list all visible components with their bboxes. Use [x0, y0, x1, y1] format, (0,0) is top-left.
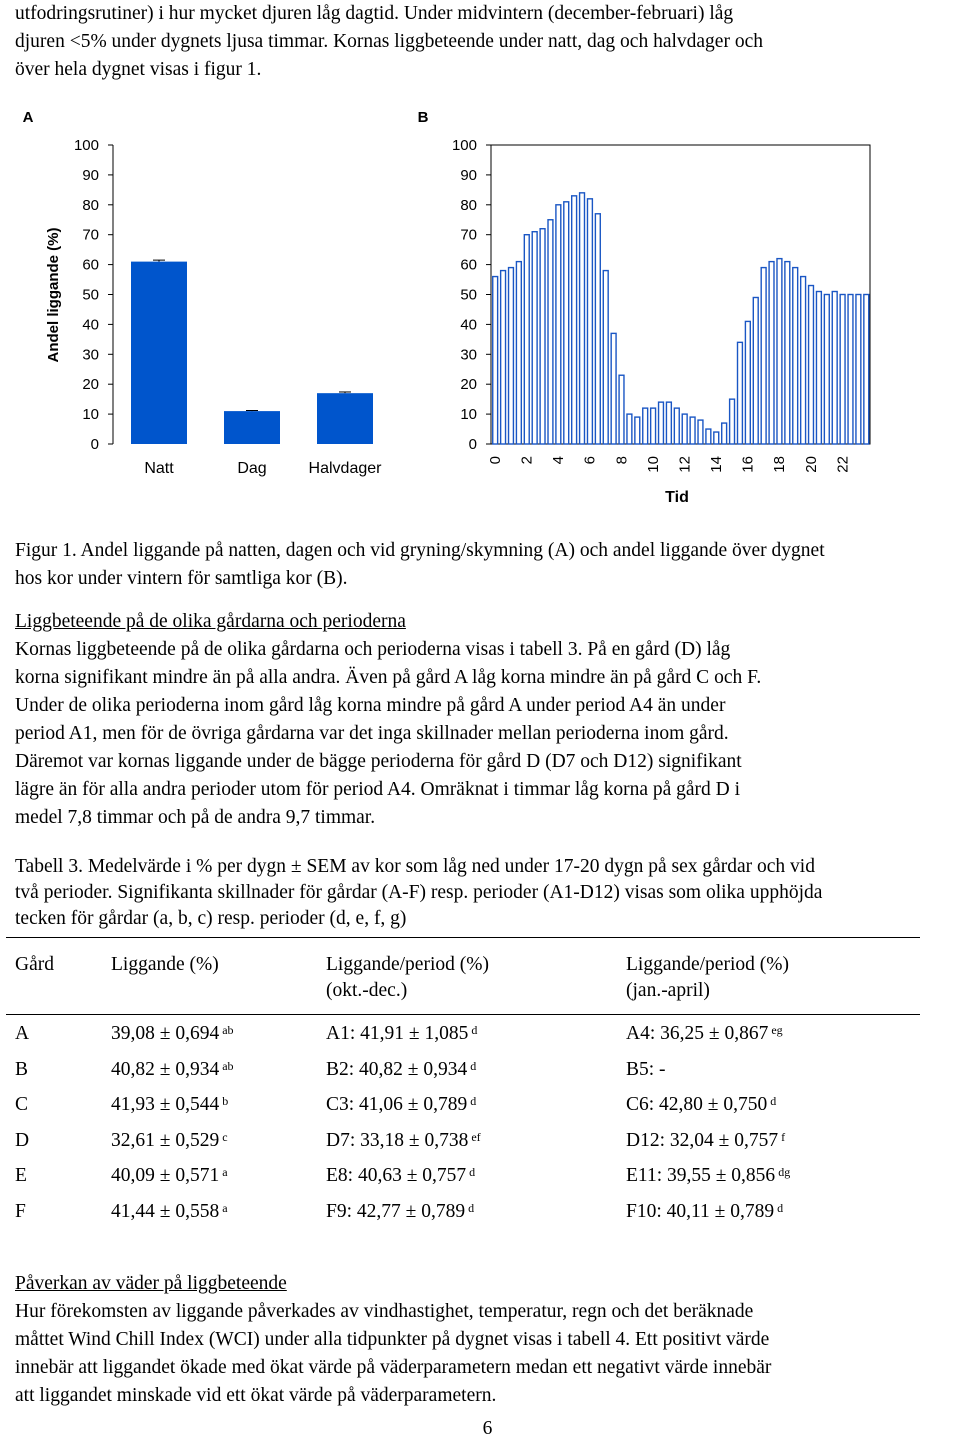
significance-superscript: a: [222, 1165, 228, 1179]
header-period-2: [626, 938, 920, 1004]
section-line: innebär att liggandet ökade med ökat värde på väderparametern medan ett negativt värde innebär: [15, 1357, 772, 1378]
header-liggande: Liggande (%): [111, 954, 219, 975]
cell-gard: [6, 1057, 111, 1093]
section-line: Hur förekomsten av liggande påverkades av vindhastighet, temperatur, regn och det beräknade: [15, 1301, 754, 1322]
chart-b-y-tick-label: 100: [451, 137, 477, 154]
chart-b-bar: [809, 286, 814, 444]
chart-a-y-tick-label: 60: [82, 256, 99, 274]
chart-b-bar: [501, 271, 506, 444]
significance-superscript: a: [222, 1200, 228, 1215]
chart-b-bar: [690, 417, 695, 444]
significance-superscript: d: [777, 1200, 784, 1215]
cell-gard: [6, 1092, 111, 1128]
cell-period-2: [626, 1092, 920, 1128]
chart-b-bar: [532, 232, 537, 444]
significance-superscript: c: [222, 1129, 228, 1144]
chart-a: [23, 109, 383, 477]
table-caption-line: två perioder. Signifikanta skillnader för gårdar (A-F) resp. perioder (A1-D12) visas som olika upphöjda: [15, 882, 823, 903]
significance-superscript: ab: [222, 1023, 234, 1037]
cell-liggande-value: 39,08 ± 0,694: [111, 1023, 220, 1044]
table-body: [6, 1021, 920, 1234]
cell-liggande: [111, 1057, 326, 1093]
section-line: Under de olika perioderna inom gård låg korna mindre på gård A under period A4 än under: [15, 695, 726, 716]
chart-b-y-tick-label: 80: [460, 196, 477, 214]
chart-b-bar: [824, 295, 829, 445]
cell-period-2: [626, 1163, 920, 1199]
cell-gard: [6, 1199, 111, 1235]
cell-liggande: [111, 1021, 326, 1057]
header-period-1-range: (okt.-dec.): [326, 980, 408, 1001]
table-row: [6, 1021, 920, 1057]
chart-a-category-label: Dag: [237, 460, 267, 477]
chart-b-bar: [801, 277, 806, 444]
cell-period-2: [626, 1128, 920, 1164]
chart-b-x-tick-label: 12: [676, 456, 694, 473]
chart-b-bar: [509, 268, 514, 444]
cell-liggande-value: 41,44 ± 0,558: [111, 1200, 220, 1222]
chart-a-y-tick-label: 10: [82, 406, 99, 424]
cell-gard-value: B: [15, 1058, 29, 1080]
chart-a-bar: [131, 262, 187, 444]
cell-period-1-value: E8: 40,63 ± 0,757: [326, 1165, 467, 1186]
chart-b-bar: [856, 295, 861, 445]
table-row: [6, 1092, 920, 1128]
cell-liggande-value: 41,93 ± 0,544: [111, 1094, 220, 1115]
cell-period-1: [326, 1092, 626, 1128]
chart-b-x-tick-label: 22: [834, 456, 852, 473]
section-line: Kornas liggbeteende på de olika gårdarna och perioderna visas i tabell 3. På en gård (D) låg: [15, 639, 731, 660]
chart-b-bar: [666, 402, 671, 444]
table-row: [6, 1199, 920, 1235]
chart-b-bar: [840, 295, 845, 445]
chart-a-y-tick-label: 40: [82, 316, 99, 334]
chart-b-x-tick-label: 4: [550, 456, 568, 465]
significance-superscript: d: [470, 1094, 477, 1108]
chart-b-y-tick-label: 70: [460, 226, 477, 244]
intro-paragraph: [15, 0, 950, 84]
chart-b-bar: [635, 417, 640, 444]
chart-b-y-tick-label: 60: [460, 256, 477, 274]
significance-superscript: d: [471, 1023, 478, 1037]
chart-b-bar: [722, 423, 727, 444]
cell-gard: [6, 1128, 111, 1164]
section-line: korna signifikant mindre än på alla andra. Även på gård A låg korna mindre än på gård C och F.: [15, 667, 762, 688]
chart-b-y-tick-label: 90: [460, 166, 477, 184]
table-row: [6, 1057, 920, 1093]
cell-liggande: [111, 1128, 326, 1164]
cell-period-2-value: D12: 32,04 ± 0,757: [626, 1129, 779, 1151]
chart-a-y-tick-label: 50: [82, 286, 99, 304]
cell-liggande: [111, 1199, 326, 1235]
cell-period-2-value: F10: 40,11 ± 0,789: [626, 1200, 775, 1222]
chart-b-x-tick-label: 10: [644, 456, 662, 473]
chart-a-y-tick-label: 100: [73, 137, 99, 154]
cell-gard-value: E: [15, 1165, 27, 1186]
chart-b-bar: [769, 262, 774, 444]
chart-b-bar: [793, 268, 798, 444]
cell-period-1-value: C3: 41,06 ± 0,789: [326, 1094, 468, 1115]
intro-line: djuren <5% under dygnets ljusa timmar. Kornas liggbeteende under natt, dag och halvdager och: [15, 31, 763, 52]
cell-period-2: [626, 1199, 920, 1235]
chart-b-x-tick-label: 18: [771, 456, 789, 473]
chart-a-y-tick-label: 0: [90, 436, 99, 453]
chart-b-bar: [651, 408, 656, 444]
chart-a-y-axis-label: Andel liggande (%): [45, 227, 62, 363]
cell-period-1-value: B2: 40,82 ± 0,934: [326, 1058, 468, 1080]
significance-superscript: ef: [471, 1129, 481, 1144]
chart-b-x-tick-label: 14: [708, 456, 726, 473]
significance-superscript: b: [222, 1094, 229, 1108]
table-caption: [15, 854, 950, 932]
chart-b-bar: [848, 295, 853, 445]
cell-liggande: [111, 1092, 326, 1128]
chart-a-y-tick-label: 80: [82, 196, 99, 214]
significance-superscript: d: [469, 1165, 476, 1179]
chart-b-bar: [777, 259, 782, 444]
chart-a-bar: [317, 393, 373, 444]
section-line: måttet Wind Chill Index (WCI) under alla tidpunkter på dygnet visas i tabell 4. Ett positivt värde: [15, 1329, 770, 1350]
cell-period-1: [326, 1163, 626, 1199]
table-caption-line: Tabell 3. Medelvärde i % per dygn ± SEM av kor som låg ned under 17-20 dygn på sex gårdar och vid: [15, 856, 815, 877]
significance-superscript: d: [468, 1200, 475, 1215]
chart-a-category-label: Halvdager: [308, 460, 382, 477]
chart-b-bar: [603, 271, 608, 444]
chart-b-bar: [674, 408, 679, 444]
chart-b-bar: [556, 205, 561, 444]
chart-b-bar: [564, 202, 569, 444]
significance-superscript: dg: [778, 1165, 791, 1179]
chart-a-y-tick-label: 90: [82, 166, 99, 184]
chart-b-bar: [540, 229, 545, 444]
table-header-row: [6, 938, 920, 1004]
caption-line: Figur 1. Andel liggande på natten, dagen och vid gryning/skymning (A) och andel liggande över dygnet: [15, 540, 825, 561]
section-vader: [15, 1270, 950, 1410]
section-line: lägre än för alla andra perioder utom för period A4. Omräknat i timmar låg korna på gård D i: [15, 779, 741, 800]
chart-b-bar: [595, 214, 600, 444]
chart-b-bar: [627, 414, 632, 444]
chart-a-y-tick-label: 20: [82, 376, 99, 394]
header-period-1-label: Liggande/period (%): [326, 954, 489, 975]
section-heading: Påverkan av väder på liggbeteende: [15, 1273, 287, 1294]
section-liggbeteende: [15, 608, 950, 832]
significance-superscript: ab: [222, 1058, 234, 1073]
chart-a-category-label: Natt: [144, 460, 174, 477]
chart-b-x-tick-label: 8: [613, 456, 631, 465]
chart-b-bar: [682, 414, 687, 444]
cell-gard-value: F: [15, 1200, 26, 1222]
cell-period-1: [326, 1128, 626, 1164]
chart-b-bar: [816, 292, 821, 444]
chart-b-y-tick-label: 40: [460, 316, 477, 334]
section-line: period A1, men för de övriga gårdarna var det inga skillnader mellan perioderna inom gård.: [15, 723, 729, 744]
chart-b-bar: [864, 295, 869, 445]
chart-b-x-tick-label: 16: [739, 456, 757, 473]
significance-superscript: d: [470, 1058, 477, 1073]
cell-period-1: [326, 1021, 626, 1057]
header-period-1: [326, 938, 626, 1004]
cell-gard: [6, 1163, 111, 1199]
cell-liggande-value: 40,82 ± 0,934: [111, 1058, 220, 1080]
cell-gard-value: C: [15, 1094, 29, 1115]
chart-b-x-tick-label: 0: [486, 456, 504, 465]
figure-caption: [15, 537, 950, 593]
cell-period-2: [626, 1021, 920, 1057]
cell-period-2-value: C6: 42,80 ± 0,750: [626, 1094, 768, 1115]
chart-b-bar: [706, 429, 711, 444]
chart-b-bar: [785, 262, 790, 444]
chart-b-bar: [714, 432, 719, 444]
chart-b-bar: [832, 292, 837, 444]
cell-period-1-value: A1: 41,91 ± 1,085: [326, 1023, 469, 1044]
table-caption-line: tecken för gårdar (a, b, c) resp. perioder (d, e, f, g): [15, 908, 407, 929]
table-row: [6, 1128, 920, 1164]
cell-period-2-value: B5: -: [626, 1058, 666, 1080]
cell-period-1-value: F9: 42,77 ± 0,789: [326, 1200, 466, 1222]
cell-liggande: [111, 1163, 326, 1199]
chart-b-bar: [572, 196, 577, 444]
chart-b-x-axis-label: Tid: [665, 489, 689, 506]
chart-b-bar: [580, 193, 585, 444]
chart-b-bar: [524, 235, 529, 444]
page-number: 6: [482, 1418, 493, 1439]
header-period-2-range: (jan.-april): [626, 980, 710, 1001]
chart-b-bar: [753, 297, 758, 444]
chart-b-x-tick-label: 20: [802, 456, 820, 473]
figure-1-charts: [0, 95, 960, 520]
panel-label-b: B: [417, 109, 429, 126]
chart-b-y-tick-label: 50: [460, 286, 477, 304]
chart-b-bar: [493, 277, 498, 444]
cell-liggande-value: 40,09 ± 0,571: [111, 1165, 220, 1186]
chart-b-bar: [730, 399, 735, 444]
chart-b-bar: [516, 262, 521, 444]
cell-gard: [6, 1021, 111, 1057]
significance-superscript: eg: [771, 1023, 783, 1037]
cell-period-2-value: E11: 39,55 ± 0,856: [626, 1165, 776, 1186]
header-period-2-label: Liggande/period (%): [626, 954, 789, 975]
chart-b-bar: [761, 268, 766, 444]
chart-b: [418, 109, 870, 506]
table-row: [6, 1163, 920, 1199]
section-line: medel 7,8 timmar och på de andra 9,7 timmar.: [15, 807, 376, 828]
chart-a-y-tick-label: 30: [82, 346, 99, 364]
section-line: Däremot var kornas liggande under de bägge perioderna för gård D (D7 och D12) signifikant: [15, 751, 742, 772]
table-3: [6, 937, 920, 1234]
chart-b-bar: [745, 321, 750, 444]
intro-line: över hela dygnet visas i figur 1.: [15, 59, 262, 80]
cell-gard-value: D: [15, 1129, 30, 1151]
header-gard: Gård: [15, 954, 54, 975]
chart-a-bar: [224, 411, 280, 444]
cell-liggande-value: 32,61 ± 0,529: [111, 1129, 220, 1151]
chart-b-x-tick-label: 6: [581, 456, 599, 465]
cell-period-2-value: A4: 36,25 ± 0,867: [626, 1023, 769, 1044]
section-line: att liggandet minskade vid ett ökat värde på väderparametern.: [15, 1385, 497, 1406]
chart-b-bar: [611, 333, 616, 444]
significance-superscript: d: [770, 1094, 777, 1108]
chart-b-bar: [619, 375, 624, 444]
section-heading: Liggbeteende på de olika gårdarna och perioderna: [15, 611, 406, 632]
intro-line: utfodringsrutiner) i hur mycket djuren låg dagtid. Under midvintern (december-februari) låg: [15, 3, 734, 24]
chart-b-bar: [698, 420, 703, 444]
panel-label-a: A: [22, 109, 34, 126]
chart-b-bar: [587, 199, 592, 444]
chart-b-y-tick-label: 0: [468, 436, 477, 453]
table-header-rule: [6, 1014, 920, 1015]
chart-a-y-tick-label: 70: [82, 226, 99, 244]
cell-period-1-value: D7: 33,18 ± 0,738: [326, 1129, 469, 1151]
cell-period-2: [626, 1057, 920, 1093]
significance-superscript: f: [781, 1129, 786, 1144]
chart-b-y-tick-label: 20: [460, 376, 477, 394]
chart-b-y-tick-label: 30: [460, 346, 477, 364]
cell-gard-value: A: [15, 1023, 30, 1044]
chart-b-bar: [643, 408, 648, 444]
chart-b-y-tick-label: 10: [460, 406, 477, 424]
chart-b-bar: [548, 220, 553, 444]
cell-period-1: [326, 1199, 626, 1235]
caption-line: hos kor under vintern för samtliga kor (B).: [15, 568, 348, 589]
chart-b-bar: [659, 402, 664, 444]
chart-b-bar: [738, 342, 743, 444]
cell-period-1: [326, 1057, 626, 1093]
chart-b-x-tick-label: 2: [518, 456, 536, 465]
results-table: [6, 938, 920, 1015]
